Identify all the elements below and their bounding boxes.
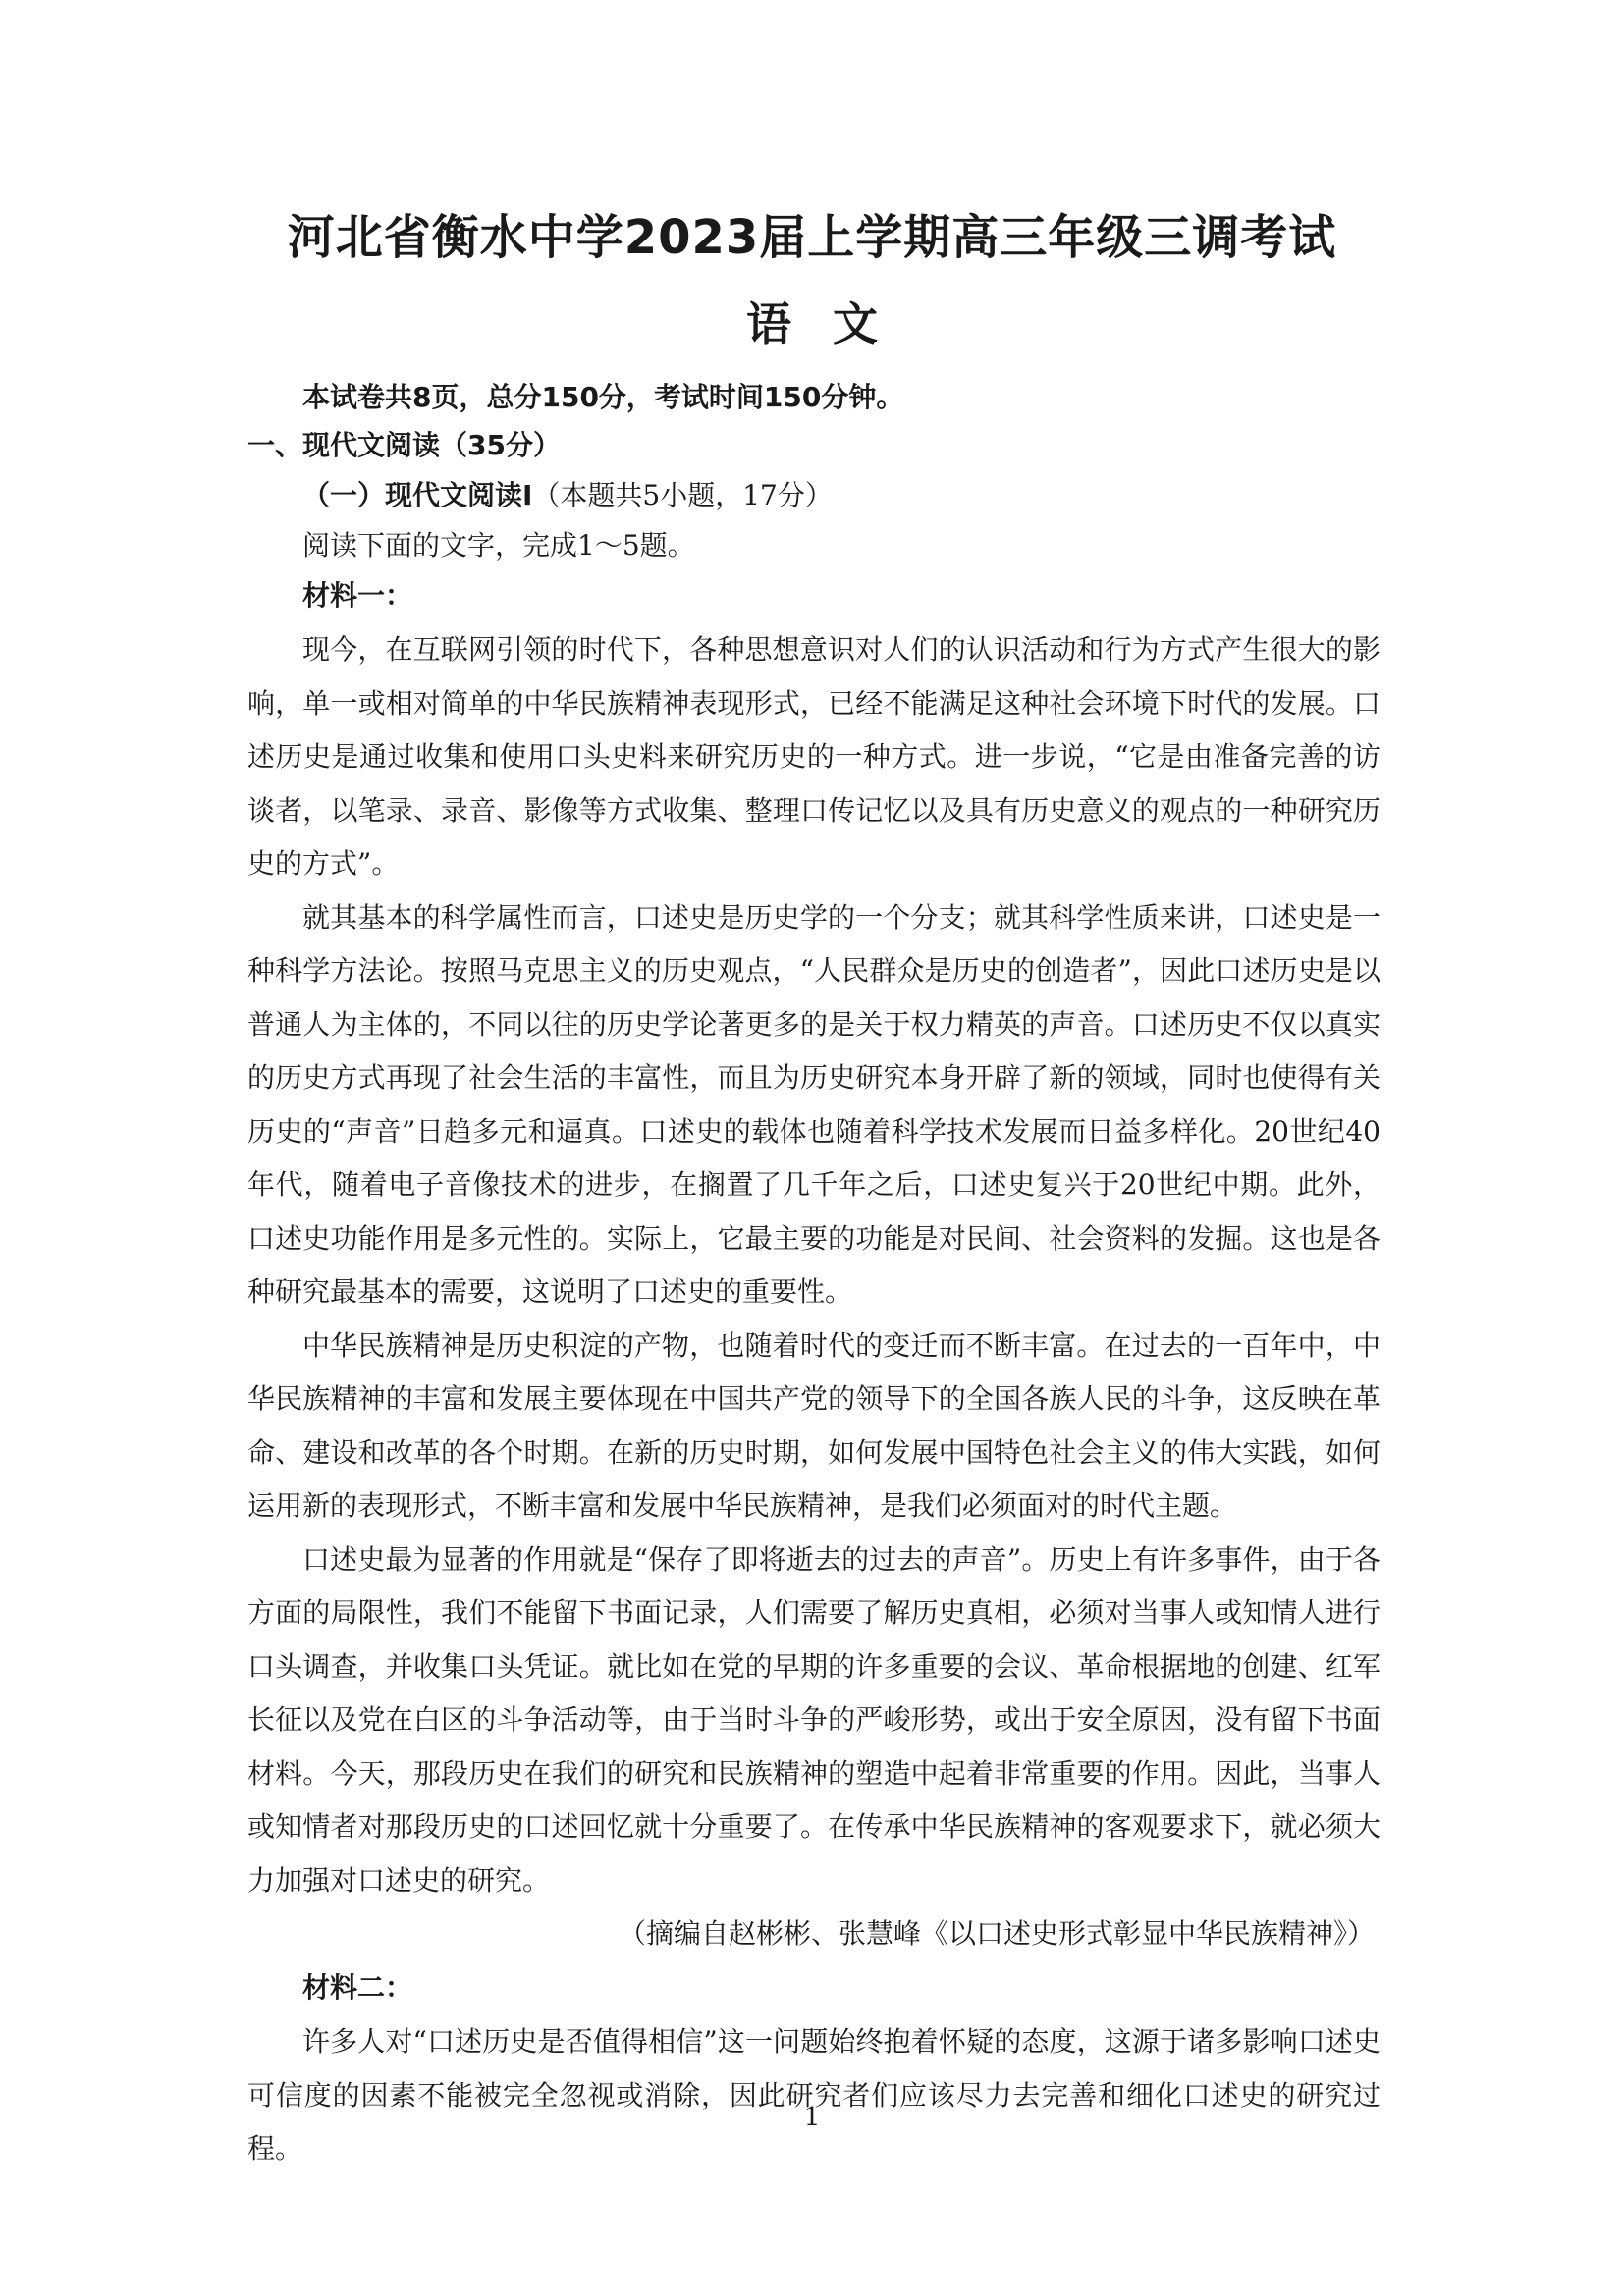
- paragraph: 现今，在互联网引领的时代下，各种思想意识对人们的认识活动和行为方式产生很大的影响，单一或相对简单的中华民族精神表现形式，已经不能满足这种社会环境下时代的发展。口述历史是通过收集和使用口头史料来研究历史的一种方式。进一步说，“它是由准备完善的访谈者，以笔录、录音、影像等方式收集、整理口传记忆以及具有历史意义的观点的一种研究历史的方式”。: [247, 633, 1380, 880]
- subject-heading: 语文: [746, 297, 919, 350]
- subsection-note: （本题共5小题，17分）: [532, 479, 833, 511]
- exam-info: 本试卷共8页，总分150分，考试时间150分钟。: [302, 381, 904, 413]
- exam-title: 河北省衡水中学2023届上学期高三年级三调考试: [287, 210, 1337, 265]
- material-label: 材料一：: [302, 579, 413, 612]
- material-label: 材料二：: [302, 1971, 413, 2003]
- page-number: 1: [803, 2103, 821, 2132]
- reading-instruction: 阅读下面的文字，完成1～5题。: [302, 529, 695, 561]
- paragraph: 中华民族精神是历史积淀的产物，也随着时代的变迁而不断丰富。在过去的一百年中，中华民族精神的丰富和发展主要体现在中国共产党的领导下的全国各族人民的斗争，这反映在革命、建设和改革的各个时期。在新的历史时期，如何发展中国特色社会主义的伟大实践，如何运用新的表现形式，不断丰富和发展中华民族精神，是我们必须面对的时代主题。: [247, 1328, 1380, 1522]
- section-heading: 一、现代文阅读（35分）: [247, 429, 561, 461]
- subsection-title: （一）现代文阅读Ⅰ: [302, 479, 533, 511]
- source-citation: （摘编自赵彬彬、张慧峰《以口述史形式彰显中华民族精神》）: [618, 1917, 1375, 1949]
- paragraph: 许多人对“口述历史是否值得相信”这一问题始终抱着怀疑的态度，这源于诸多影响口述史可信度的因素不能被完全忽视或消除，因此研究者们应该尽力去完善和细化口述史的研究过程。: [247, 2025, 1380, 2164]
- paragraph: 就其基本的科学属性而言，口述史是历史学的一个分支；就其科学性质来讲，口述史是一种科学方法论。按照马克思主义的历史观点，“人民群众是历史的创造者”，因此口述历史是以普通人为主体的，不同以往的历史学论著更多的是关于权力精英的声音。口述历史不仅以真实的历史方式再现了社会生活的丰富性，而且为历史研究本身开辟了新的领域，同时也使得有关历史的“声音”日趋多元和逼真。口述史的载体也随着科学技术发展而日益多样化。20世纪40年代，随着电子音像技术的进步，在搁置了几千年之后，口述史复兴于20世纪中期。此外，口述史功能作用是多元性的。实际上，它最主要的功能是对民间、社会资料的发掘。这也是各种研究最基本的需要，这说明了口述史的重要性。: [247, 900, 1380, 1308]
- subsection-heading: [302, 474, 1380, 517]
- paragraph: 口述史最为显著的作用就是“保存了即将逝去的过去的声音”。历史上有许多事件，由于各方面的局限性，我们不能留下书面记录，人们需要了解历史真相，必须对当事人或知情人进行口头调查，并收集口头凭证。就比如在党的早期的许多重要的会议、革命根据地的创建、红军长征以及党在白区的斗争活动等，由于当时斗争的严峻形势，或出于安全原因，没有留下书面材料。今天，那段历史在我们的研究和民族精神的塑造中起着非常重要的作用。因此，当事人或知情者对那段历史的口述回忆就十分重要了。在传承中华民族精神的客观要求下，就必须大力加强对口述史的研究。: [247, 1542, 1380, 1896]
- document-body: [247, 376, 1380, 2176]
